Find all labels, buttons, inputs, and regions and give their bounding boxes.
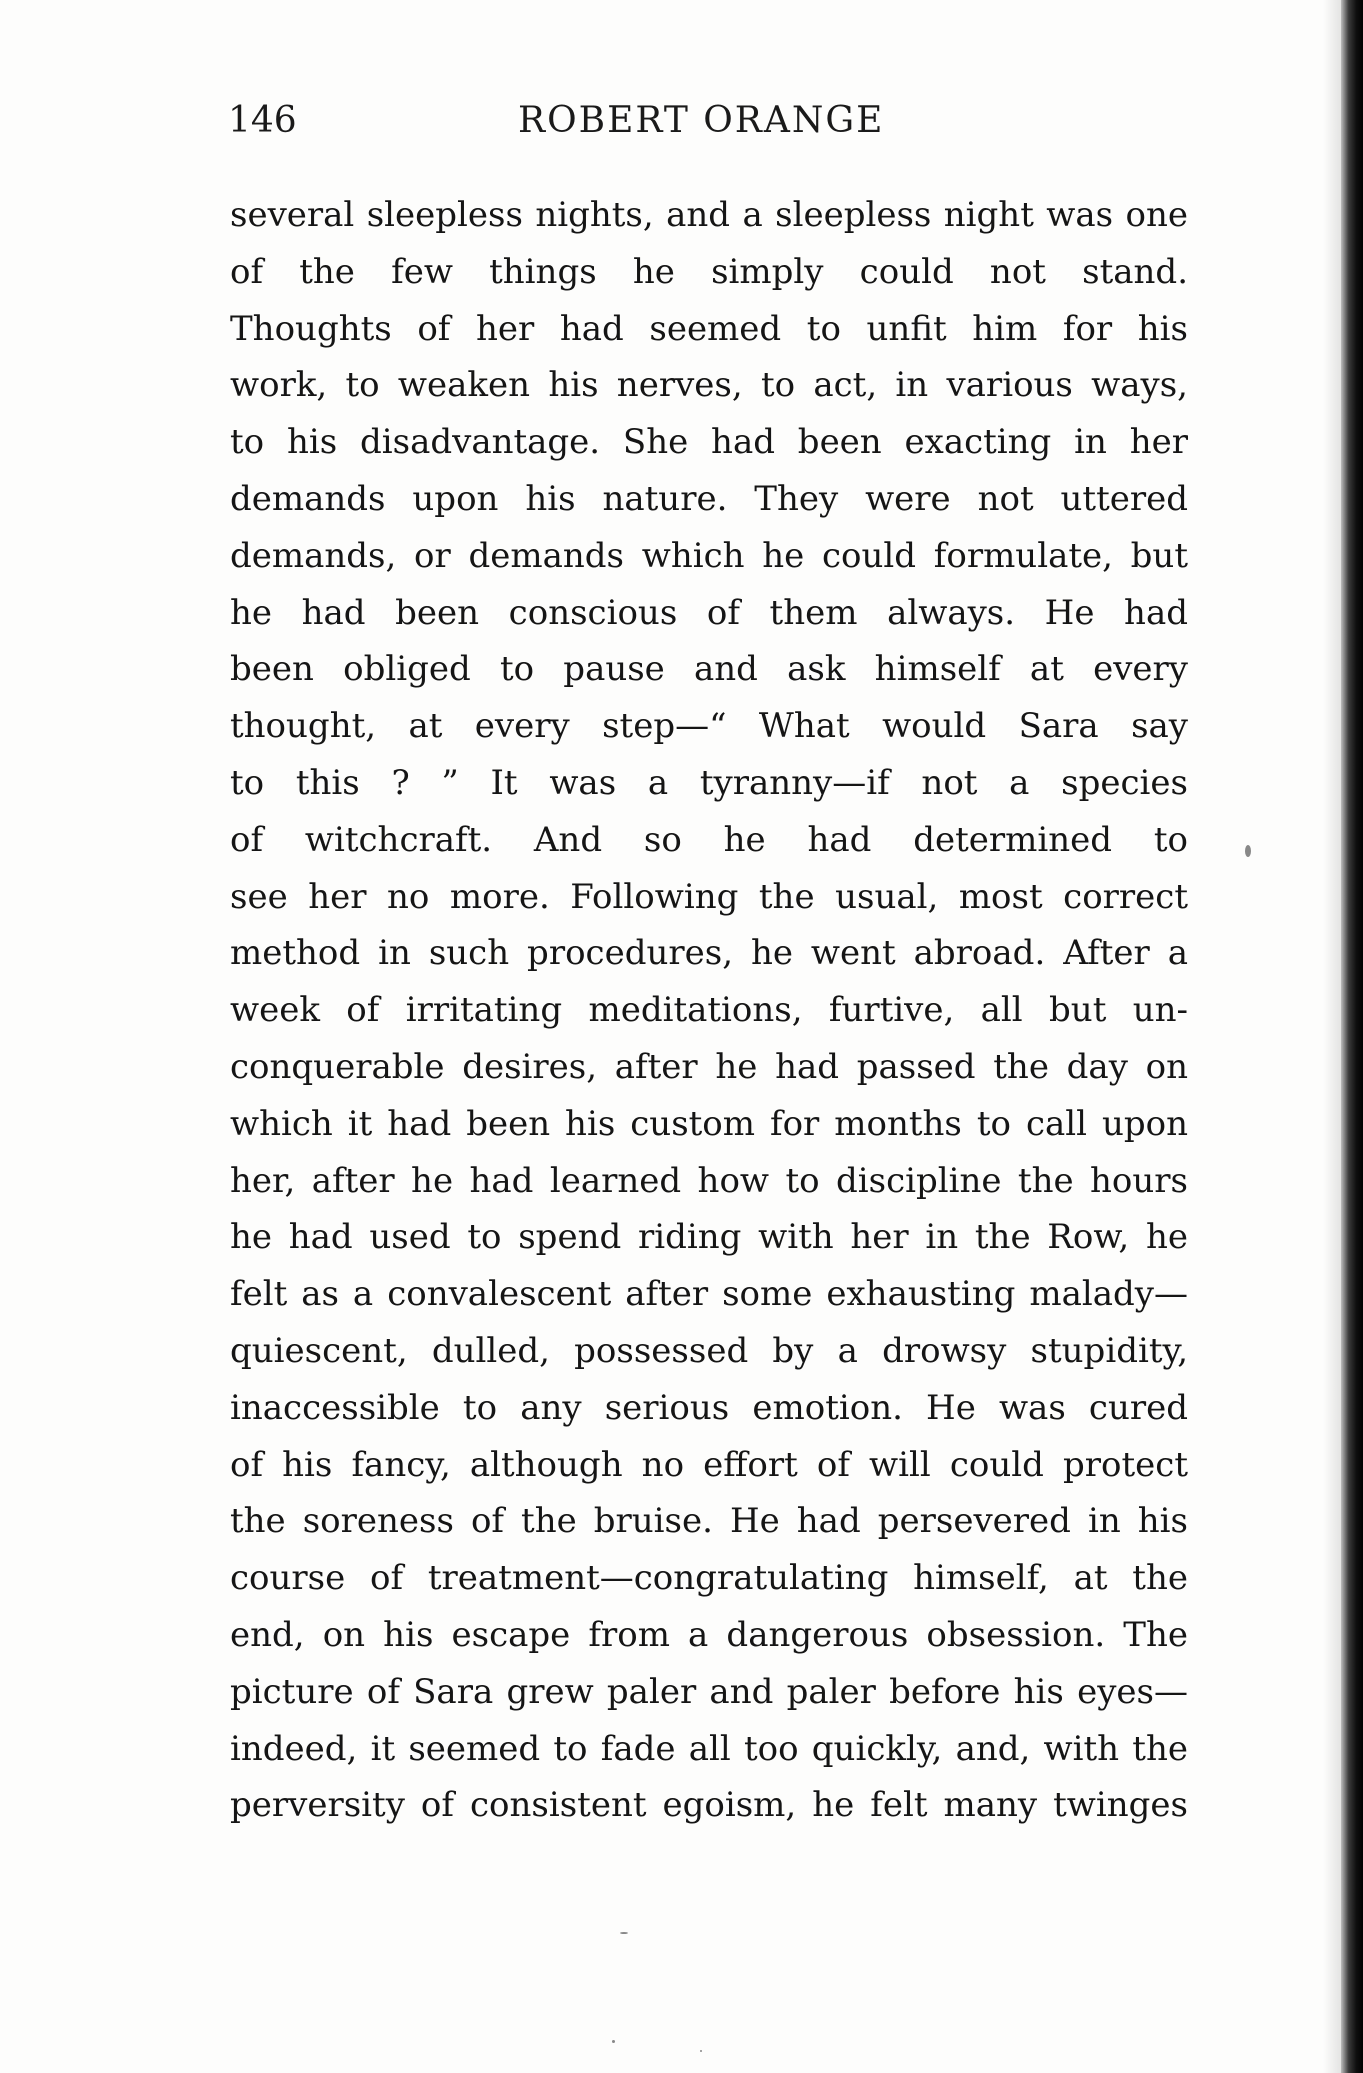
body-text — [230, 187, 1188, 1834]
page-gutter-shadow — [1323, 0, 1341, 2073]
text-line: quiescent, dulled, possessed by a drowsy stupidity, — [230, 1330, 1188, 1371]
scan-speck — [620, 1932, 628, 1934]
text-line: course of treatment—congratulating himself, at the — [230, 1558, 1188, 1599]
text-line: felt as a convalescent after some exhausting malady— — [230, 1274, 1188, 1315]
text-line: her, after he had learned how to discipline the hours — [230, 1160, 1188, 1201]
text-line: method in such procedures, he went abroad. After a — [230, 933, 1188, 974]
text-line: Thoughts of her had seemed to unfit him for his — [230, 308, 1188, 349]
text-line: he had been conscious of them always. He had — [230, 592, 1188, 633]
text-line: week of irritating meditations, furtive, all but un- — [230, 990, 1188, 1031]
scan-speck — [1245, 845, 1251, 857]
text-line: picture of Sara grew paler and paler before his eyes— — [230, 1671, 1188, 1712]
running-title: ROBERT ORANGE — [518, 100, 885, 141]
text-line: conquerable desires, after he had passed the day on — [230, 1046, 1188, 1087]
text-line: to this ? ” It was a tyranny—if not a species — [230, 762, 1188, 803]
text-line: thought, at every step—“ What would Sara say — [230, 706, 1188, 747]
scan-speck — [612, 2040, 615, 2043]
text-line: to his disadvantage. She had been exacting in her — [230, 422, 1188, 463]
text-line: indeed, it seemed to fade all too quickly, and, with the — [230, 1728, 1188, 1769]
text-line: demands, or demands which he could formulate, but — [230, 535, 1188, 576]
text-line: inaccessible to any serious emotion. He was cured — [230, 1387, 1188, 1428]
page-edge — [1341, 0, 1363, 2073]
text-line: of the few things he simply could not stand. — [230, 251, 1188, 292]
text-line: which it had been his custom for months to call upon — [230, 1103, 1188, 1144]
text-line: work, to weaken his nerves, to act, in various ways, — [230, 365, 1188, 406]
running-head — [228, 100, 1188, 150]
scan-speck — [700, 2050, 702, 2052]
text-line: been obliged to pause and ask himself at every — [230, 649, 1188, 690]
text-line: the soreness of the bruise. He had persevered in his — [230, 1501, 1188, 1542]
text-line: perversity of consistent egoism, he felt many twinges — [230, 1785, 1188, 1826]
text-line: demands upon his nature. They were not uttered — [230, 478, 1188, 519]
text-line: he had used to spend riding with her in the Row, he — [230, 1217, 1188, 1258]
text-line: see her no more. Following the usual, most correct — [230, 876, 1188, 917]
text-line: end, on his escape from a dangerous obsession. The — [230, 1614, 1188, 1655]
text-line: of his fancy, although no effort of will could protect — [230, 1444, 1188, 1485]
page-number: 146 — [228, 100, 297, 141]
text-line: of witchcraft. And so he had determined to — [230, 819, 1188, 860]
text-line: several sleepless nights, and a sleepless night was one — [230, 195, 1188, 235]
